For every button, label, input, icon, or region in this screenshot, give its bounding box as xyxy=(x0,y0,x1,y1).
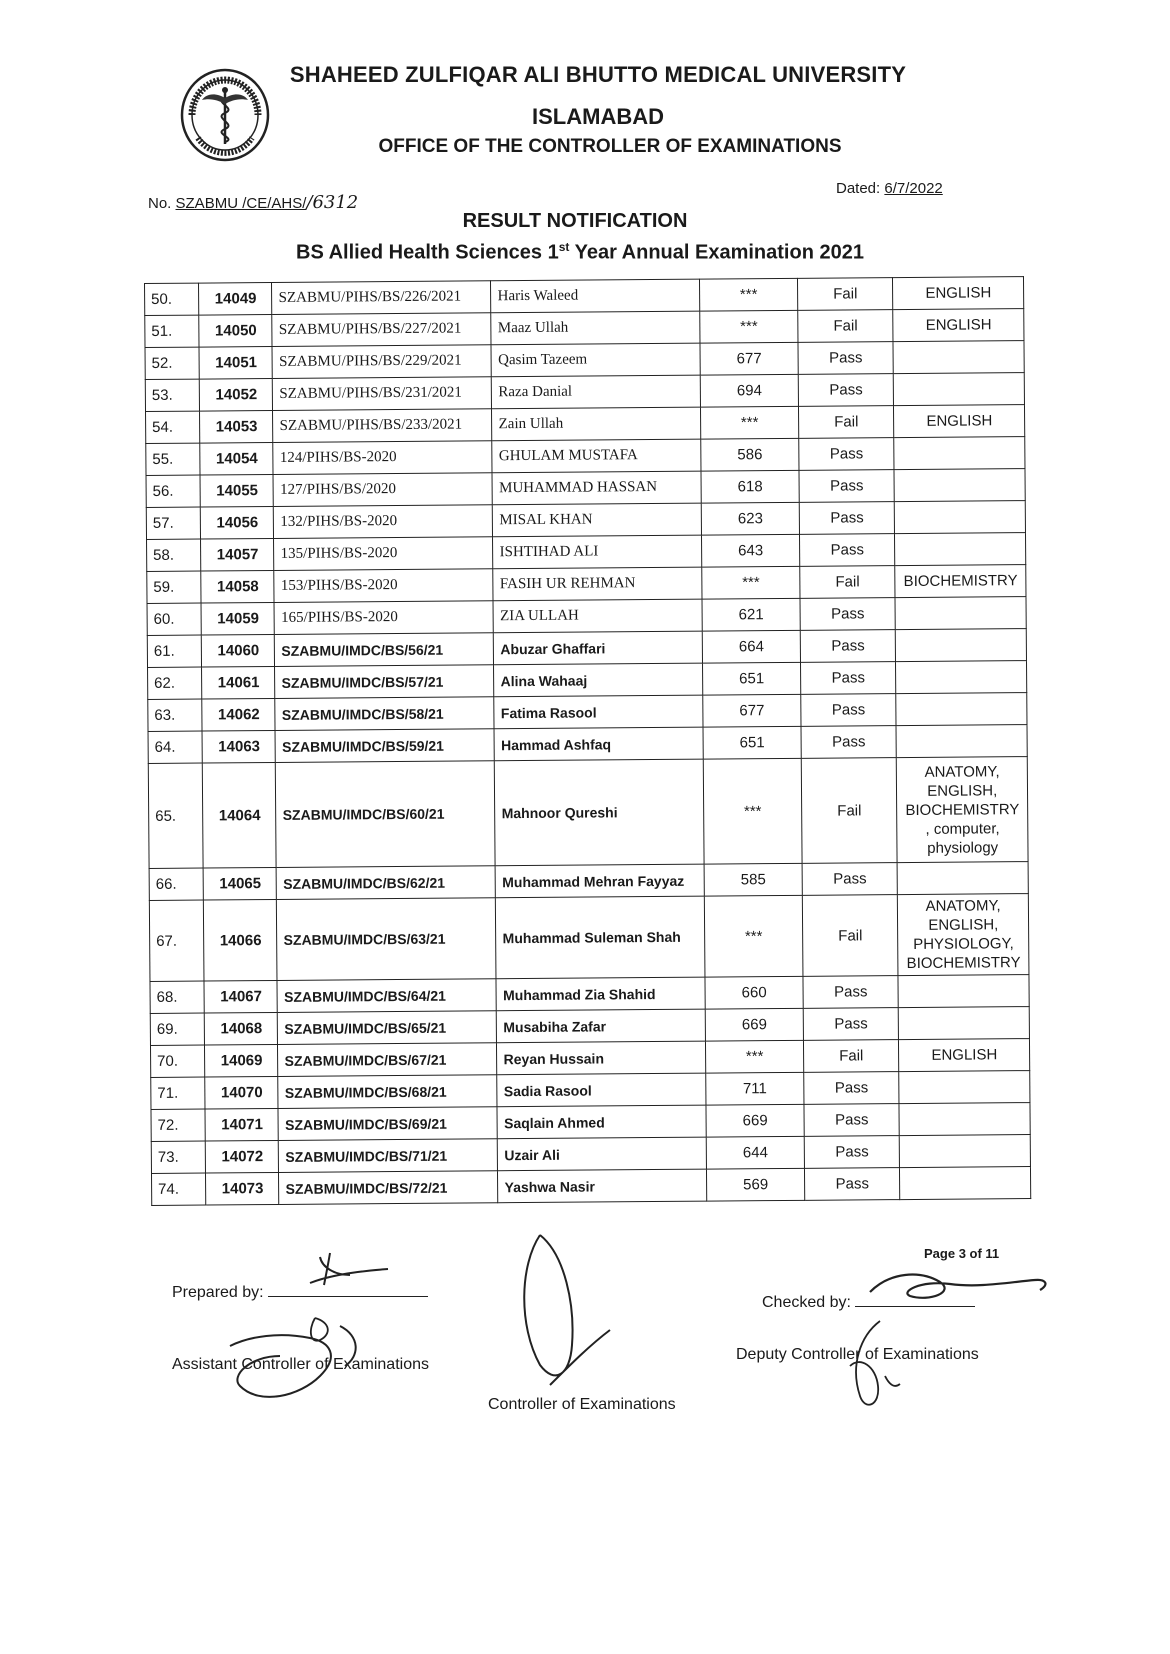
student-name-cell: Uzair Ali xyxy=(498,1137,707,1171)
checked-by-label: Checked by: xyxy=(762,1294,851,1311)
status-cell: Pass xyxy=(802,863,898,896)
marks-cell: *** xyxy=(705,895,803,977)
serial-cell: 54. xyxy=(146,411,201,443)
failed-subjects-cell xyxy=(894,373,1025,406)
marks-cell: 694 xyxy=(700,374,798,407)
failed-subjects-cell xyxy=(899,1103,1030,1136)
roll-number-cell: 14053 xyxy=(200,410,273,443)
roll-number-cell: 14070 xyxy=(205,1076,278,1109)
registration-cell: 124/PIHS/BS-2020 xyxy=(273,441,492,475)
student-name-cell: Hammad Ashfaq xyxy=(494,727,703,761)
failed-subjects-cell xyxy=(899,1071,1030,1104)
serial-cell: 69. xyxy=(150,1013,205,1045)
failed-subjects-cell: ENGLISH xyxy=(893,277,1024,310)
signature-controller-icon xyxy=(500,1225,630,1405)
status-cell: Pass xyxy=(803,1008,899,1041)
marks-cell: *** xyxy=(700,278,798,311)
reference-code: SZABMU /CE/AHS/ xyxy=(175,195,307,212)
dated-label: Dated: xyxy=(836,180,885,197)
marks-cell: 677 xyxy=(700,342,798,375)
status-cell: Fail xyxy=(798,310,894,343)
roll-number-cell: 14067 xyxy=(204,980,277,1013)
student-name-cell: Muhammad Zia Shahid xyxy=(496,977,705,1011)
student-name-cell: Muhammad Suleman Shah xyxy=(496,896,705,979)
reference-prefix: No. xyxy=(148,195,176,212)
serial-cell: 61. xyxy=(147,635,202,667)
student-name-cell: ZIA ULLAH xyxy=(493,599,702,633)
marks-cell: 643 xyxy=(702,534,800,567)
registration-cell: 127/PIHS/BS/2020 xyxy=(273,473,492,507)
reference-handwritten: /6312 xyxy=(306,192,359,213)
signature-prepared-icon xyxy=(290,1245,430,1315)
roll-number-cell: 14072 xyxy=(206,1140,279,1173)
status-cell: Fail xyxy=(797,278,893,311)
registration-cell: SZABMU/IMDC/BS/65/21 xyxy=(278,1011,497,1045)
marks-cell: *** xyxy=(702,566,800,599)
marks-cell: 585 xyxy=(704,863,802,896)
status-cell: Pass xyxy=(801,694,897,727)
signature-checked-icon xyxy=(860,1262,1060,1322)
roll-number-cell: 14066 xyxy=(204,899,278,981)
failed-subjects-cell xyxy=(893,341,1024,374)
marks-cell: 677 xyxy=(703,694,801,727)
status-cell: Pass xyxy=(799,502,895,535)
roll-number-cell: 14058 xyxy=(201,570,274,603)
registration-cell: SZABMU/PIHS/BS/231/2021 xyxy=(273,377,492,411)
student-name-cell: Muhammad Mehran Fayyaz xyxy=(496,864,705,898)
student-name-cell: Sadia Rasool xyxy=(497,1073,706,1107)
status-cell: Pass xyxy=(799,470,895,503)
serial-cell: 68. xyxy=(150,981,205,1013)
roll-number-cell: 14056 xyxy=(201,506,274,539)
roll-number-cell: 14064 xyxy=(203,762,277,868)
student-name-cell: Qasim Tazeem xyxy=(491,343,700,377)
marks-cell: 651 xyxy=(703,662,801,695)
marks-cell: 651 xyxy=(703,726,801,759)
serial-cell: 57. xyxy=(146,507,201,539)
student-name-cell: ISHTIHAD ALI xyxy=(493,535,702,569)
status-cell: Pass xyxy=(804,1072,900,1105)
registration-cell: SZABMU/IMDC/BS/57/21 xyxy=(275,665,494,699)
registration-cell: SZABMU/IMDC/BS/63/21 xyxy=(277,898,497,981)
marks-cell: *** xyxy=(703,758,801,864)
serial-cell: 73. xyxy=(151,1141,206,1173)
roll-number-cell: 14052 xyxy=(200,378,273,411)
roll-number-cell: 14057 xyxy=(201,538,274,571)
marks-cell: 621 xyxy=(702,598,800,631)
registration-cell: 135/PIHS/BS-2020 xyxy=(274,537,493,571)
registration-cell: SZABMU/PIHS/BS/227/2021 xyxy=(272,313,491,347)
registration-cell: SZABMU/IMDC/BS/58/21 xyxy=(275,697,494,731)
failed-subjects-cell xyxy=(895,533,1026,566)
serial-cell: 63. xyxy=(148,699,203,731)
status-cell: Pass xyxy=(801,726,897,759)
roll-number-cell: 14073 xyxy=(206,1172,279,1205)
dated xyxy=(836,180,943,197)
failed-subjects-cell: ANATOMY, ENGLISH, BIOCHEMISTRY , computer, physiology xyxy=(897,757,1028,863)
marks-cell: 664 xyxy=(702,630,800,663)
failed-subjects-cell xyxy=(896,629,1027,662)
roll-number-cell: 14061 xyxy=(202,666,275,699)
exam-title xyxy=(240,240,920,265)
serial-cell: 52. xyxy=(145,347,200,379)
results-table xyxy=(144,276,1031,1206)
failed-subjects-cell xyxy=(900,1135,1031,1168)
registration-cell: SZABMU/IMDC/BS/62/21 xyxy=(277,866,496,900)
status-cell: Fail xyxy=(798,406,894,439)
marks-cell: 669 xyxy=(705,1008,803,1041)
student-name-cell: Saqlain Ahmed xyxy=(497,1105,706,1139)
page-label: Page xyxy=(924,1246,959,1261)
failed-subjects-cell xyxy=(895,501,1026,534)
prepared-by-line xyxy=(268,1296,428,1297)
serial-cell: 58. xyxy=(147,539,202,571)
failed-subjects-cell xyxy=(899,1007,1030,1040)
serial-cell: 71. xyxy=(151,1077,206,1109)
status-cell: Pass xyxy=(799,438,895,471)
exam-title-sup: st xyxy=(558,240,570,254)
roll-number-cell: 14068 xyxy=(205,1012,278,1045)
roll-number-cell: 14063 xyxy=(203,730,276,763)
registration-cell: SZABMU/IMDC/BS/67/21 xyxy=(278,1043,497,1077)
serial-cell: 51. xyxy=(145,315,200,347)
status-cell: Pass xyxy=(800,598,896,631)
failed-subjects-cell xyxy=(900,1167,1031,1200)
student-name-cell: Alina Wahaaj xyxy=(494,663,703,697)
failed-subjects-cell: ENGLISH xyxy=(894,405,1025,438)
student-name-cell: Raza Danial xyxy=(492,375,701,409)
failed-subjects-cell xyxy=(894,469,1025,502)
registration-cell: SZABMU/IMDC/BS/56/21 xyxy=(275,633,494,667)
university-name: SHAHEED ZULFIQAR ALI BHUTTO MEDICAL UNIVERSITY xyxy=(289,62,907,87)
status-cell: Fail xyxy=(802,895,898,977)
student-name-cell: Abuzar Ghaffari xyxy=(494,631,703,665)
exam-title-post: Year Annual Examination 2021 xyxy=(569,241,864,264)
failed-subjects-cell xyxy=(898,862,1029,895)
registration-cell: SZABMU/IMDC/BS/64/21 xyxy=(277,979,496,1013)
marks-cell: 660 xyxy=(705,976,803,1009)
failed-subjects-cell xyxy=(898,975,1029,1008)
status-cell: Pass xyxy=(800,662,896,695)
failed-subjects-cell: BIOCHEMISTRY xyxy=(895,565,1026,598)
student-name-cell: FASIH UR REHMAN xyxy=(493,567,702,601)
student-name-cell: Yashwa Nasir xyxy=(498,1169,707,1203)
status-cell: Pass xyxy=(800,630,896,663)
page-current: 3 xyxy=(958,1246,966,1261)
status-cell: Pass xyxy=(804,1168,900,1201)
roll-number-cell: 14054 xyxy=(200,442,273,475)
registration-cell: SZABMU/IMDC/BS/69/21 xyxy=(278,1107,497,1141)
status-cell: Fail xyxy=(800,566,896,599)
registration-cell: SZABMU/IMDC/BS/72/21 xyxy=(279,1171,498,1205)
prepared-by-label: Prepared by: xyxy=(172,1284,264,1301)
table-row xyxy=(149,894,1029,982)
registration-cell: SZABMU/IMDC/BS/60/21 xyxy=(276,761,496,868)
failed-subjects-cell xyxy=(896,661,1027,694)
marks-cell: *** xyxy=(701,406,799,439)
deputy-controller: Deputy Controller of Examinations xyxy=(736,1346,979,1363)
serial-cell: 74. xyxy=(151,1173,206,1205)
exam-title-pre: BS Allied Health Sciences 1 xyxy=(296,241,559,264)
marks-cell: *** xyxy=(700,310,798,343)
student-name-cell: Musabiha Zafar xyxy=(497,1009,706,1043)
registration-cell: SZABMU/IMDC/BS/71/21 xyxy=(279,1139,498,1173)
university-city: ISLAMABAD xyxy=(532,104,664,129)
status-cell: Fail xyxy=(801,758,897,864)
serial-cell: 56. xyxy=(146,475,201,507)
student-name-cell: Haris Waleed xyxy=(491,279,700,313)
page-total: 11 xyxy=(985,1246,1000,1261)
roll-number-cell: 14051 xyxy=(199,346,272,379)
dated-value: 6/7/2022 xyxy=(884,180,943,197)
marks-cell: 586 xyxy=(701,438,799,471)
controller-of-examinations: Controller of Examinations xyxy=(488,1396,676,1413)
status-cell: Pass xyxy=(804,1136,900,1169)
status-cell: Pass xyxy=(803,976,899,1009)
status-cell: Pass xyxy=(798,374,894,407)
serial-cell: 64. xyxy=(148,731,203,763)
status-cell: Pass xyxy=(799,534,895,567)
signature-deputy-icon xyxy=(830,1316,910,1416)
failed-subjects-cell: ENGLISH xyxy=(899,1039,1030,1072)
marks-cell: 669 xyxy=(706,1104,804,1137)
registration-cell: SZABMU/PIHS/BS/233/2021 xyxy=(273,409,492,443)
student-name-cell: Reyan Hussain xyxy=(497,1041,706,1075)
registration-cell: SZABMU/IMDC/BS/59/21 xyxy=(276,729,495,763)
roll-number-cell: 14049 xyxy=(199,282,272,315)
student-name-cell: Maaz Ullah xyxy=(491,311,700,345)
registration-cell: SZABMU/PIHS/BS/226/2021 xyxy=(272,281,491,315)
prepared-by xyxy=(172,1284,428,1302)
marks-cell: 644 xyxy=(706,1136,804,1169)
failed-subjects-cell xyxy=(894,437,1025,470)
student-name-cell: Fatima Rasool xyxy=(494,695,703,729)
office-name: OFFICE OF THE CONTROLLER OF EXAMINATIONS xyxy=(378,136,842,157)
roll-number-cell: 14065 xyxy=(204,867,277,900)
roll-number-cell: 14069 xyxy=(205,1044,278,1077)
roll-number-cell: 14059 xyxy=(201,602,274,635)
page-of: of xyxy=(965,1246,986,1261)
serial-cell: 60. xyxy=(147,603,202,635)
status-cell: Pass xyxy=(798,342,894,375)
notification-title: RESULT NOTIFICATION xyxy=(462,210,688,232)
university-seal-icon xyxy=(180,68,270,162)
table-row xyxy=(151,1167,1030,1206)
table-row xyxy=(148,757,1028,869)
marks-cell: 623 xyxy=(701,502,799,535)
marks-cell: *** xyxy=(706,1040,804,1073)
serial-cell: 70. xyxy=(150,1045,205,1077)
registration-cell: 165/PIHS/BS-2020 xyxy=(274,601,493,635)
student-name-cell: Mahnoor Qureshi xyxy=(495,759,705,866)
serial-cell: 50. xyxy=(145,283,200,315)
failed-subjects-cell xyxy=(896,725,1027,758)
student-name-cell: MISAL KHAN xyxy=(493,503,702,537)
student-name-cell: MUHAMMAD HASSAN xyxy=(492,471,701,505)
student-name-cell: GHULAM MUSTAFA xyxy=(492,439,701,473)
failed-subjects-cell: ANATOMY, ENGLISH, PHYSIOLOGY, BIOCHEMISTRY xyxy=(898,894,1029,976)
failed-subjects-cell xyxy=(896,693,1027,726)
registration-cell: 153/PIHS/BS-2020 xyxy=(274,569,493,603)
registration-cell: SZABMU/PIHS/BS/229/2021 xyxy=(272,345,491,379)
roll-number-cell: 14060 xyxy=(202,634,275,667)
registration-cell: SZABMU/IMDC/BS/68/21 xyxy=(278,1075,497,1109)
student-name-cell: Zain Ullah xyxy=(492,407,701,441)
serial-cell: 53. xyxy=(145,379,200,411)
failed-subjects-cell xyxy=(895,597,1026,630)
roll-number-cell: 14055 xyxy=(200,474,273,507)
serial-cell: 66. xyxy=(149,868,204,900)
checked-by xyxy=(762,1294,975,1312)
roll-number-cell: 14050 xyxy=(199,314,272,347)
marks-cell: 711 xyxy=(706,1072,804,1105)
status-cell: Fail xyxy=(803,1040,899,1073)
roll-number-cell: 14071 xyxy=(205,1108,278,1141)
serial-cell: 72. xyxy=(151,1109,206,1141)
roll-number-cell: 14062 xyxy=(202,698,275,731)
serial-cell: 59. xyxy=(147,571,202,603)
serial-cell: 65. xyxy=(148,763,203,868)
serial-cell: 55. xyxy=(146,443,201,475)
serial-cell: 67. xyxy=(149,900,204,981)
marks-cell: 569 xyxy=(707,1168,805,1201)
assistant-controller: Assistant Controller of Examinations xyxy=(172,1356,429,1373)
status-cell: Pass xyxy=(804,1104,900,1137)
marks-cell: 618 xyxy=(701,470,799,503)
page-number xyxy=(924,1246,999,1261)
failed-subjects-cell: ENGLISH xyxy=(893,309,1024,342)
checked-by-line xyxy=(855,1306,975,1307)
serial-cell: 62. xyxy=(148,667,203,699)
registration-cell: 132/PIHS/BS-2020 xyxy=(274,505,493,539)
